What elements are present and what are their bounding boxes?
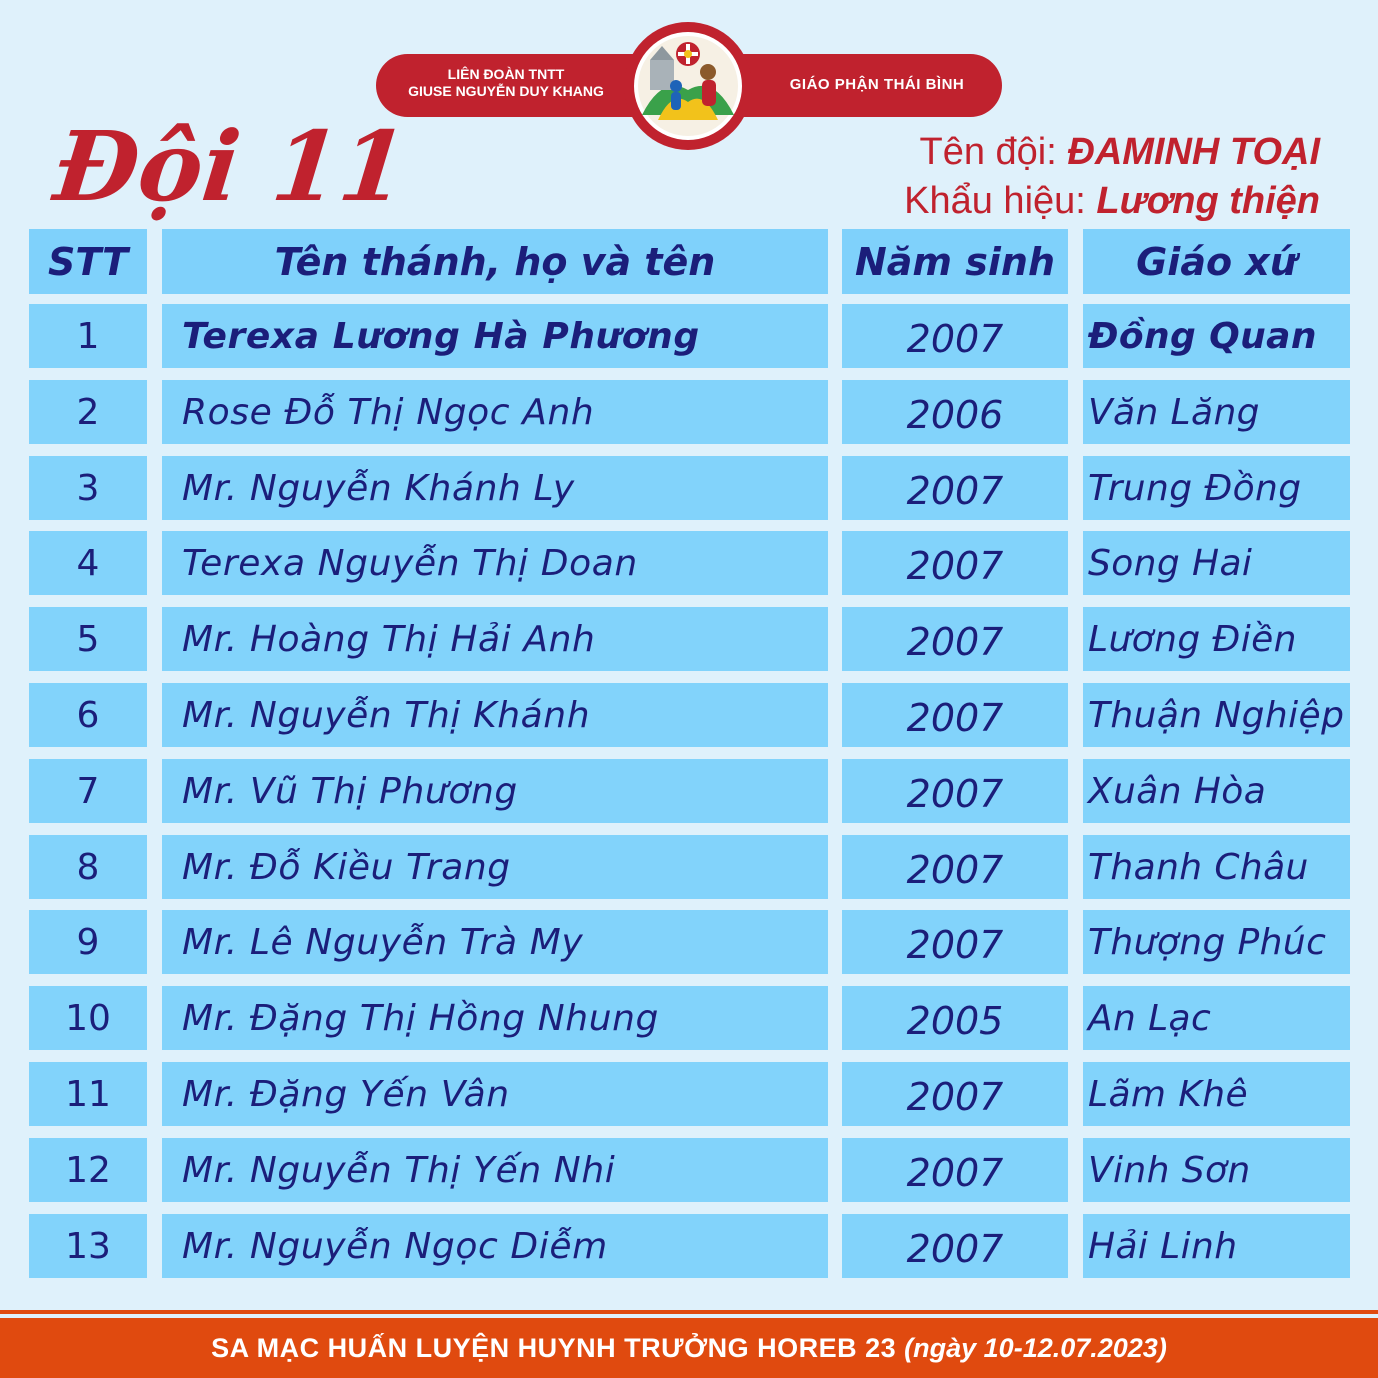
row-13-year: 2007 bbox=[842, 1214, 1068, 1278]
row-8-name: Mr. Đỗ Kiều Trang bbox=[162, 835, 828, 899]
row-11-year: 2007 bbox=[842, 1062, 1068, 1126]
team-info bbox=[904, 128, 1320, 226]
row-11-name: Mr. Đặng Yến Vân bbox=[162, 1062, 828, 1126]
row-2-stt: 2 bbox=[29, 380, 147, 444]
team-motto-line bbox=[904, 177, 1320, 226]
diocese-name: GIÁO PHẬN THÁI BÌNH bbox=[789, 76, 965, 93]
row-9-name: Mr. Lê Nguyễn Trà My bbox=[162, 910, 828, 974]
organization-line-1: LIÊN ĐOÀN TNTT bbox=[447, 66, 565, 82]
organization-name bbox=[376, 66, 636, 100]
team-name-label: Tên đội: bbox=[919, 131, 1068, 173]
row-7-stt: 7 bbox=[29, 759, 147, 823]
row-8-year: 2007 bbox=[842, 835, 1068, 899]
row-9-parish: Thượng Phúc bbox=[1083, 910, 1350, 974]
row-1-parish: Đồng Quan bbox=[1083, 304, 1350, 368]
team-motto-value: Lương thiện bbox=[1096, 180, 1320, 222]
header-parish: Giáo xứ bbox=[1083, 229, 1350, 294]
row-5-stt: 5 bbox=[29, 607, 147, 671]
footer-divider bbox=[0, 1310, 1378, 1314]
row-4-name: Terexa Nguyễn Thị Doan bbox=[162, 531, 828, 595]
row-13-stt: 13 bbox=[29, 1214, 147, 1278]
row-8-stt: 8 bbox=[29, 835, 147, 899]
team-number-title: Đội 11 bbox=[49, 110, 413, 223]
footer-event-title: SA MẠC HUẤN LUYỆN HUYNH TRƯỞNG HOREB 23 bbox=[211, 1333, 905, 1363]
footer-event-date: (ngày 10-12.07.2023) bbox=[904, 1333, 1167, 1363]
row-7-name: Mr. Vũ Thị Phương bbox=[162, 759, 828, 823]
header-stt: STT bbox=[29, 229, 147, 294]
row-5-year: 2007 bbox=[842, 607, 1068, 671]
row-4-parish: Song Hai bbox=[1083, 531, 1350, 595]
row-11-stt: 11 bbox=[29, 1062, 147, 1126]
header-year: Năm sinh bbox=[842, 229, 1068, 294]
row-12-year: 2007 bbox=[842, 1138, 1068, 1202]
row-9-year: 2007 bbox=[842, 910, 1068, 974]
row-5-name: Mr. Hoàng Thị Hải Anh bbox=[162, 607, 828, 671]
row-8-parish: Thanh Châu bbox=[1083, 835, 1350, 899]
row-1-year: 2007 bbox=[842, 304, 1068, 368]
team-name-value: ĐAMINH TOẠI bbox=[1067, 131, 1320, 173]
organization-line-2: GIUSE NGUYỄN DUY KHANG bbox=[408, 83, 604, 99]
row-10-year: 2005 bbox=[842, 986, 1068, 1050]
row-4-year: 2007 bbox=[842, 531, 1068, 595]
row-11-parish: Lãm Khê bbox=[1083, 1062, 1350, 1126]
team-motto-label: Khẩu hiệu: bbox=[904, 180, 1097, 222]
row-6-stt: 6 bbox=[29, 683, 147, 747]
row-2-parish: Văn Lăng bbox=[1083, 380, 1350, 444]
header-name: Tên thánh, họ và tên bbox=[162, 229, 828, 294]
emblem-logo bbox=[622, 20, 754, 152]
row-3-year: 2007 bbox=[842, 456, 1068, 520]
row-6-parish: Thuận Nghiệp bbox=[1083, 683, 1350, 747]
row-1-name: Terexa Lương Hà Phương bbox=[162, 304, 828, 368]
row-13-name: Mr. Nguyễn Ngọc Diễm bbox=[162, 1214, 828, 1278]
row-12-name: Mr. Nguyễn Thị Yến Nhi bbox=[162, 1138, 828, 1202]
row-6-year: 2007 bbox=[842, 683, 1068, 747]
row-7-parish: Xuân Hòa bbox=[1083, 759, 1350, 823]
row-2-year: 2006 bbox=[842, 380, 1068, 444]
row-9-stt: 9 bbox=[29, 910, 147, 974]
row-3-stt: 3 bbox=[29, 456, 147, 520]
row-4-stt: 4 bbox=[29, 531, 147, 595]
row-1-stt: 1 bbox=[29, 304, 147, 368]
row-2-name: Rose Đỗ Thị Ngọc Anh bbox=[162, 380, 828, 444]
row-10-stt: 10 bbox=[29, 986, 147, 1050]
row-7-year: 2007 bbox=[842, 759, 1068, 823]
team-name-line bbox=[904, 128, 1320, 177]
row-3-parish: Trung Đồng bbox=[1083, 456, 1350, 520]
row-13-parish: Hải Linh bbox=[1083, 1214, 1350, 1278]
row-6-name: Mr. Nguyễn Thị Khánh bbox=[162, 683, 828, 747]
row-10-name: Mr. Đặng Thị Hồng Nhung bbox=[162, 986, 828, 1050]
row-12-parish: Vinh Sơn bbox=[1083, 1138, 1350, 1202]
row-12-stt: 12 bbox=[29, 1138, 147, 1202]
footer-banner bbox=[0, 1318, 1378, 1378]
row-10-parish: An Lạc bbox=[1083, 986, 1350, 1050]
row-3-name: Mr. Nguyễn Khánh Ly bbox=[162, 456, 828, 520]
row-5-parish: Lương Điền bbox=[1083, 607, 1350, 671]
